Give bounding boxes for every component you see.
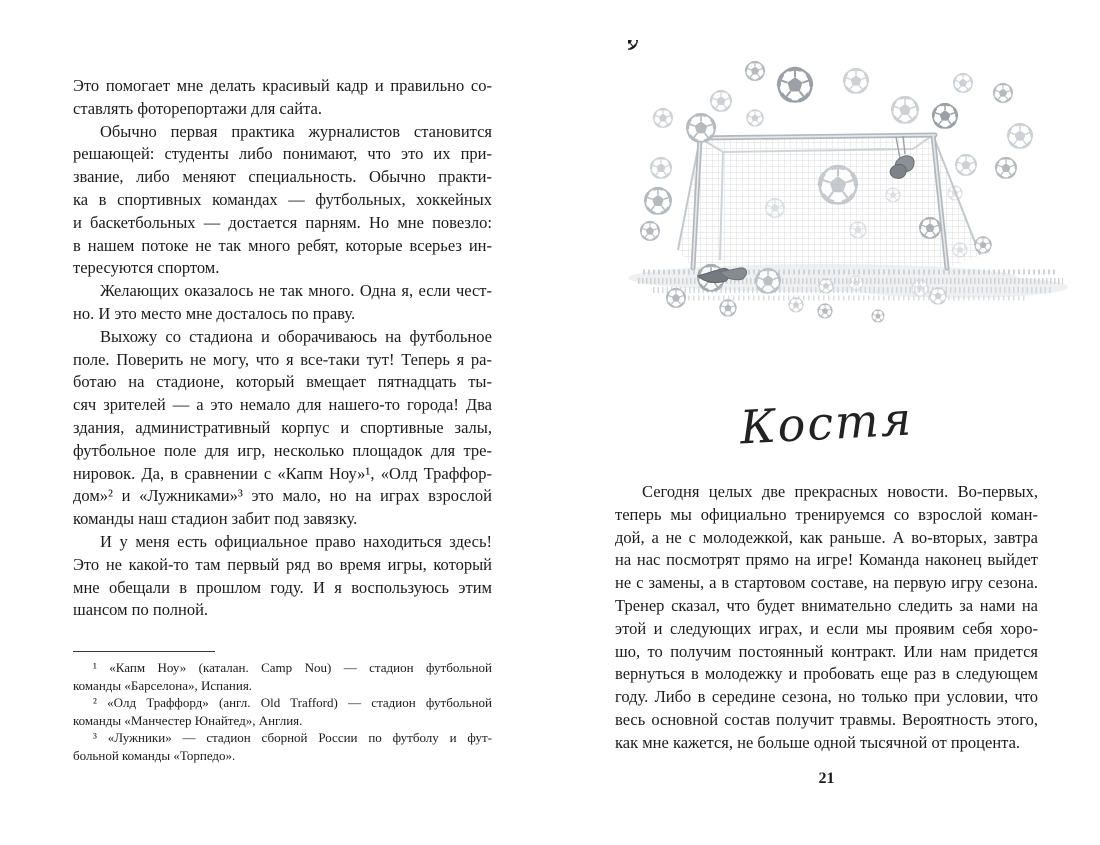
text-line: дой, а не с молодежкой, как раньше. А во-вторых, завтра bbox=[615, 527, 1038, 547]
text-line: дом»² и «Лужниками»³ это мало, но на играх взрослой bbox=[73, 486, 492, 506]
text-line: Желающих оказалось не так много. Одна я, если чест- bbox=[100, 281, 492, 301]
text-line: мне обещали в прошлом году. И я воспользуюсь этим bbox=[73, 577, 492, 597]
text-line: тересуются спортом. bbox=[73, 258, 220, 278]
text-line: звание, либо меняют специальность. Обычно практи- bbox=[73, 167, 492, 187]
text-line: команды «Барселона», Испания. bbox=[73, 677, 253, 693]
text-line: Тренер сказал, что будет внимательно следить за нами на bbox=[615, 595, 1038, 615]
text-line: ка в спортивных командах — футбольных, хоккейных bbox=[73, 189, 492, 209]
footnote-divider bbox=[73, 651, 215, 652]
text-line: весь основной состав получит травмы. Вероятность этого, bbox=[615, 709, 1038, 729]
text-line: ботаю на стадионе, который вмещает пятнадцать ты- bbox=[73, 372, 492, 392]
text-line: Обычно первая практика журналистов становится bbox=[100, 121, 492, 141]
text-line: команды наш стадион забит под завязку. bbox=[73, 509, 358, 529]
text-line: и баскетбольных — достается парням. Но мне повезло: bbox=[73, 212, 492, 232]
text-line: Это не какой-то там первый ряд во время игры, который bbox=[73, 554, 492, 574]
text-line: этой и следующих играх, и если мы проявим себя хоро- bbox=[615, 618, 1038, 638]
text-line: больной команды «Торпедо». bbox=[73, 747, 236, 763]
text-line: команды «Манчестер Юнайтед», Англия. bbox=[73, 712, 303, 728]
footnotes bbox=[73, 659, 492, 765]
text-line: как мне кажется, не больше одной тысячной от процента. bbox=[615, 732, 1021, 752]
text-line: но. И это место мне досталось по праву. bbox=[73, 303, 356, 323]
text-line: ¹ «Капм Ноу» (каталан. Camp Nou) — стадион футбольной bbox=[93, 660, 492, 675]
text-line: решающей: студенты либо понимают, что это их при- bbox=[73, 144, 492, 164]
text-line: здания, административный корпус и спортивные залы, bbox=[73, 417, 492, 437]
text-line: шансом по полной. bbox=[73, 600, 209, 620]
text-line: И у меня есть официальное право находиться здесь! bbox=[100, 531, 492, 551]
text-line: теперь мы официально тренируемся со взрослой коман- bbox=[615, 504, 1038, 524]
text-line: сяч зрителей — а это немало для нашего-то города! Два bbox=[73, 395, 492, 415]
right-page-body-text bbox=[615, 481, 1038, 755]
page-number: 21 bbox=[818, 770, 835, 787]
text-line: шо, то получим постоянный контракт. Или нам придется bbox=[615, 641, 1038, 661]
chapter-title: Костя bbox=[738, 391, 915, 455]
soccer-ball-icon bbox=[628, 40, 637, 49]
text-line: в нашем потоке не так много ребят, которые всерьез ин- bbox=[73, 235, 492, 255]
text-line: Сегодня целых две прекрасных новости. Во-первых, bbox=[642, 482, 1038, 501]
text-line: ставлять фоторепортажи для сайта. bbox=[73, 98, 322, 118]
text-line: поле. Поверить не могу, что я все-таки тут! Теперь я ра- bbox=[73, 349, 492, 369]
text-line: ³ «Лужники» — стадион сборной России по футболу и фут- bbox=[93, 730, 492, 746]
text-line: футбольное поле для игр, несколько площадок для тре- bbox=[73, 440, 492, 460]
text-line: Выхожу со стадиона и оборачиваюсь на футбольное bbox=[100, 326, 492, 346]
text-line: не с замены, а в стартовом составе, на первую игру сезона. bbox=[615, 573, 1038, 593]
left-page-body-text bbox=[73, 75, 492, 622]
text-line: нировок. Да, в сравнении с «Капм Ноу»¹, «Олд Траффор- bbox=[73, 463, 492, 483]
text-line: году. Либо в середине сезона, но только при условии, что bbox=[615, 687, 1038, 707]
text-line: вернуться в молодежку и пробовать еще раз в следующем bbox=[615, 664, 1038, 684]
text-line: ² «Олд Траффорд» (англ. Old Trafford) — стадион футбольной bbox=[93, 695, 492, 711]
text-line: Это помогает мне делать красивый кадр и правильно со- bbox=[73, 76, 492, 95]
text-line: на нас посмотрят прямо на игре! Команда наконец выйдет bbox=[615, 550, 1038, 570]
goal-and-balls-illustration bbox=[628, 40, 1073, 335]
